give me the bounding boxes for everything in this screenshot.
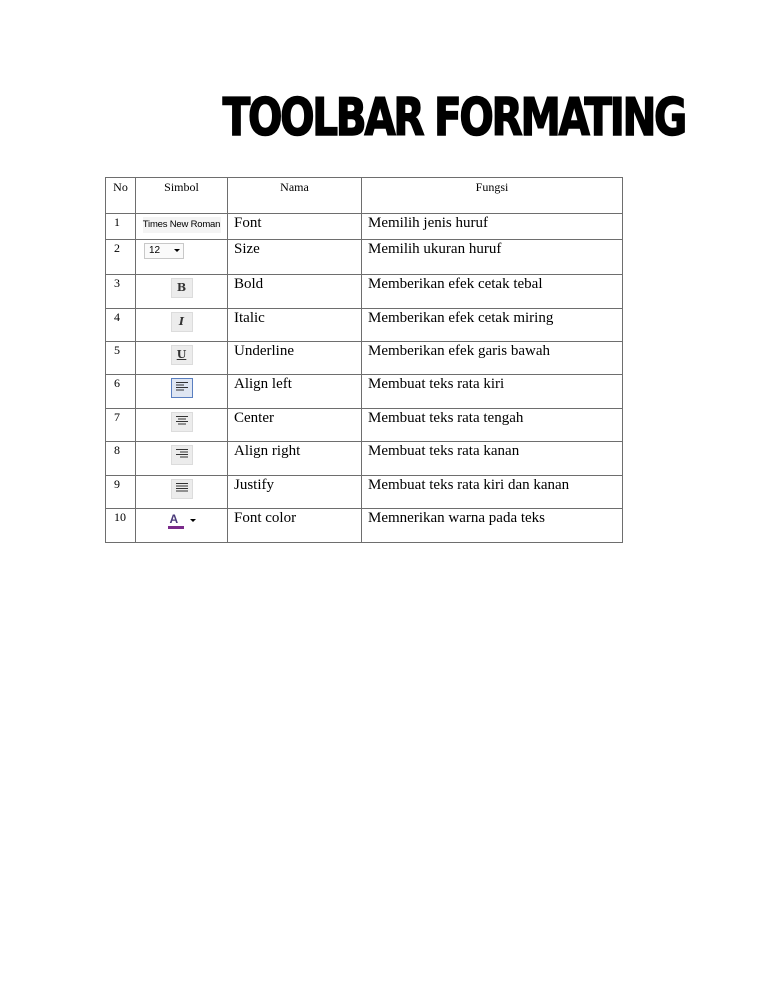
row-name: Font color [228,509,362,543]
row-function: Memilih jenis huruf [362,214,623,240]
table-row [106,275,623,309]
font-size-value: 12 [149,245,161,256]
row-name: Align right [228,442,362,476]
row-number: 8 [106,442,136,476]
font-name-box-icon: Times New Roman [143,217,221,233]
header-no: No [106,178,136,214]
row-name: Italic [228,309,362,342]
symbol-cell [136,275,228,309]
page-title: TOOLBAR FORMATING [222,88,686,148]
row-number: 1 [106,214,136,240]
table-row [106,476,623,509]
align-right-icon [171,445,193,465]
row-function: Memberikan efek garis bawah [362,342,623,375]
row-number: 2 [106,240,136,275]
bold-icon: B [171,278,193,298]
chevron-down-icon [174,249,180,252]
row-number: 5 [106,342,136,375]
symbol-cell [136,375,228,409]
row-name: Size [228,240,362,275]
table-row [106,409,623,442]
font-size-dropdown-icon [144,243,184,259]
table-row [106,509,623,543]
row-number: 4 [106,309,136,342]
symbol-cell [136,309,228,342]
table-row [106,342,623,375]
table-row [106,240,623,275]
formatting-toolbar-table [105,177,623,543]
row-name: Justify [228,476,362,509]
table-row [106,309,623,342]
underline-icon: U [171,345,193,365]
row-number: 10 [106,509,136,543]
row-name: Font [228,214,362,240]
italic-icon: I [171,312,193,332]
font-color-bar [168,526,184,529]
align-left-icon [171,378,193,398]
row-number: 9 [106,476,136,509]
row-function: Memberikan efek cetak miring [362,309,623,342]
table-row [106,214,623,240]
symbol-cell [136,214,228,240]
row-number: 7 [106,409,136,442]
justify-icon [171,479,193,499]
row-number: 6 [106,375,136,409]
header-function: Fungsi [362,178,623,214]
row-function: Memilih ukuran huruf [362,240,623,275]
header-symbol: Simbol [136,178,228,214]
symbol-cell [136,409,228,442]
row-function: Membuat teks rata tengah [362,409,623,442]
symbol-cell [136,509,228,543]
table-header-row [106,178,623,214]
row-function: Membuat teks rata kanan [362,442,623,476]
row-function: Memberikan efek cetak tebal [362,275,623,309]
row-function: Membuat teks rata kiri [362,375,623,409]
row-name: Center [228,409,362,442]
table-row [106,375,623,409]
font-color-letter: A [169,512,179,526]
row-name: Bold [228,275,362,309]
row-name: Align left [228,375,362,409]
symbol-cell [136,342,228,375]
align-center-icon [171,412,193,432]
table-row [106,442,623,476]
row-name: Underline [228,342,362,375]
row-number: 3 [106,275,136,309]
symbol-cell [136,240,228,275]
symbol-cell [136,442,228,476]
header-name: Nama [228,178,362,214]
font-color-icon [166,512,198,530]
row-function: Memnerikan warna pada teks [362,509,623,543]
row-function: Membuat teks rata kiri dan kanan [362,476,623,509]
chevron-down-icon [190,519,196,522]
symbol-cell [136,476,228,509]
